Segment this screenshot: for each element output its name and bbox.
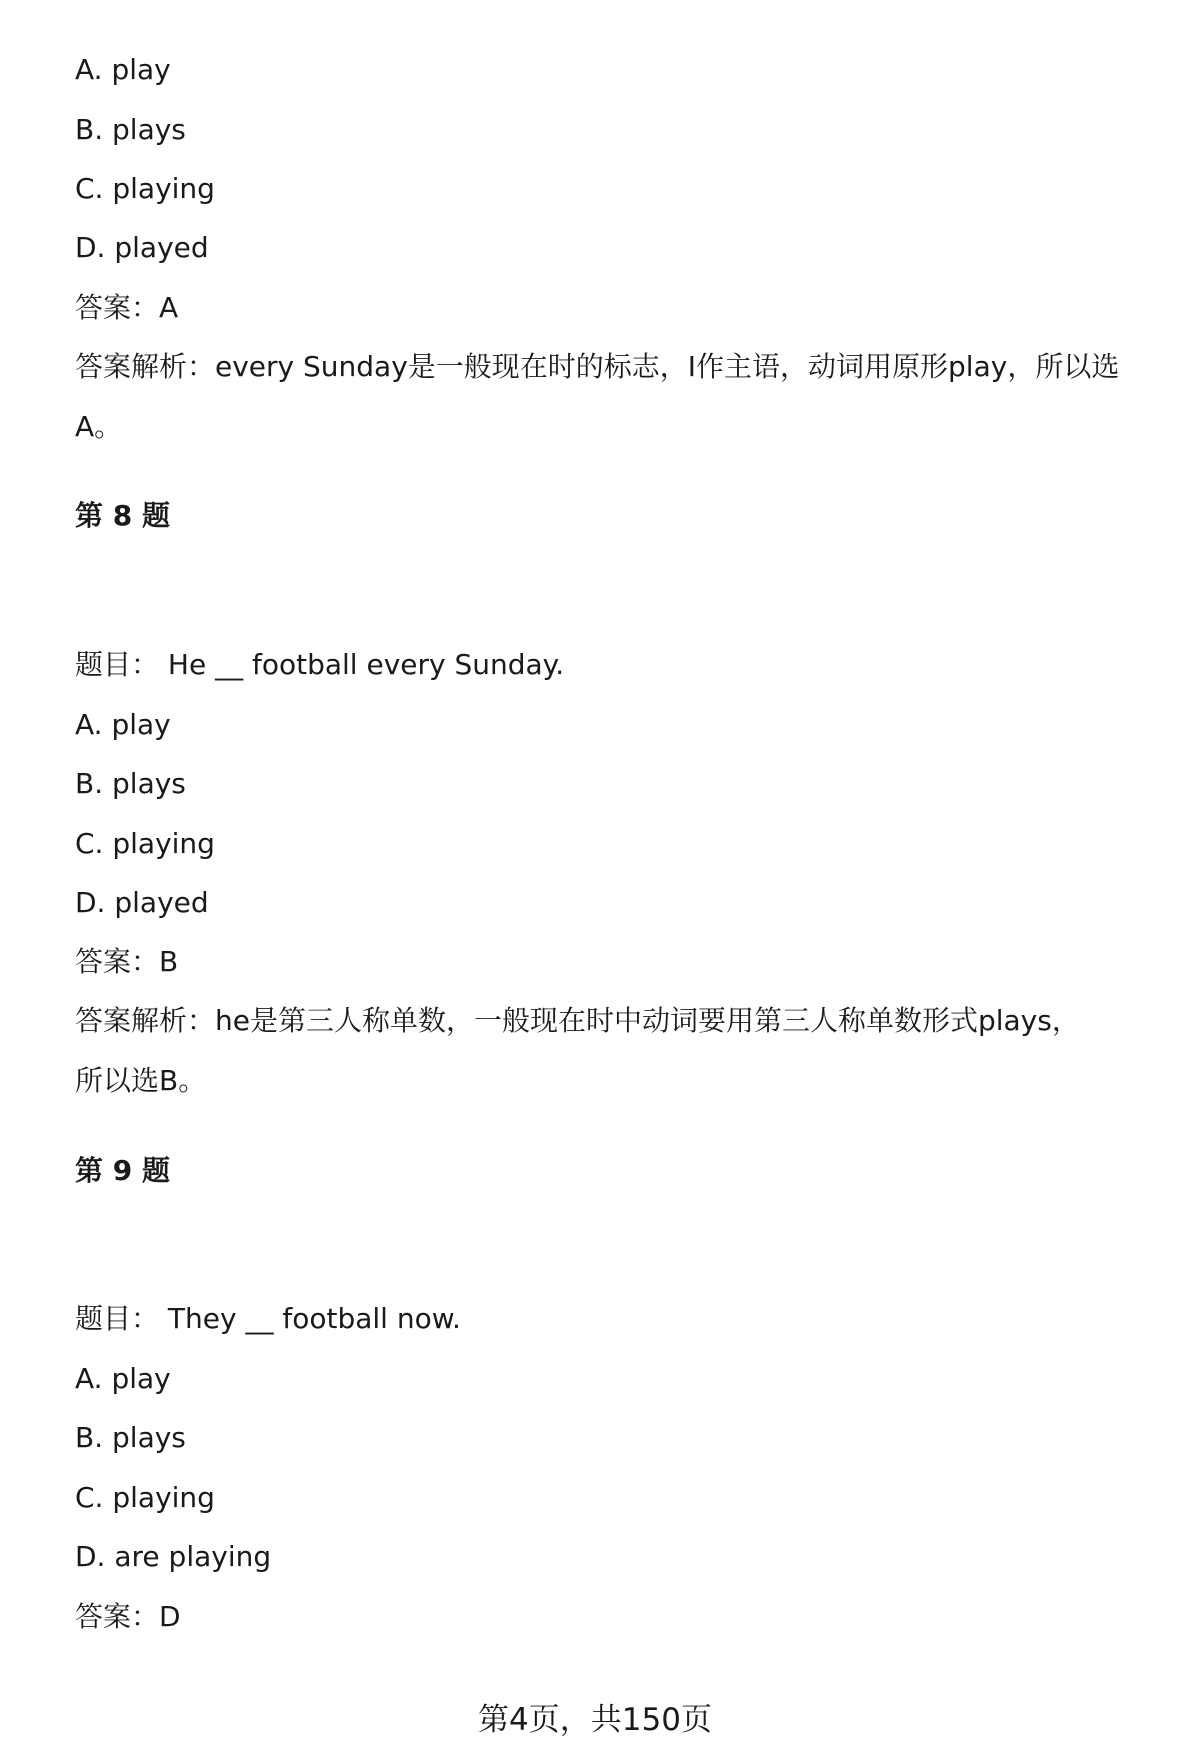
option-c: C. playing	[75, 827, 215, 860]
answer-analysis: 答案解析：every Sunday是一般现在时的标志，I作主语，动词用原形play，所以选	[75, 350, 1120, 383]
option-d: D. played	[75, 886, 209, 919]
option-d: D. are playing	[75, 1540, 272, 1573]
option-b: B. plays	[75, 1421, 186, 1454]
option-a: A. play	[75, 708, 171, 741]
option-b: B. plays	[75, 113, 186, 146]
answer-analysis: 答案解析：he是第三人称单数，一般现在时中动词要用第三人称单数形式plays，	[75, 1004, 1080, 1037]
question-heading: 第 8 题	[75, 499, 170, 532]
answer: 答案：B	[75, 945, 179, 978]
question-stem: 题目： He __ football every Sunday.	[75, 648, 565, 681]
question-stem: 题目： They __ football now.	[75, 1302, 461, 1335]
option-a: A. play	[75, 1362, 171, 1395]
page-number-footer: 第4页，共150页	[478, 1702, 712, 1738]
option-c: C. playing	[75, 172, 215, 205]
answer: 答案：A	[75, 291, 179, 324]
option-a: A. play	[75, 53, 171, 86]
answer-analysis-cont: A。	[75, 410, 123, 443]
option-d: D. played	[75, 231, 209, 264]
option-b: B. plays	[75, 767, 186, 800]
answer-analysis-cont: 所以选B。	[75, 1064, 207, 1097]
answer: 答案：D	[75, 1600, 181, 1633]
option-c: C. playing	[75, 1481, 215, 1514]
question-heading: 第 9 题	[75, 1154, 170, 1187]
